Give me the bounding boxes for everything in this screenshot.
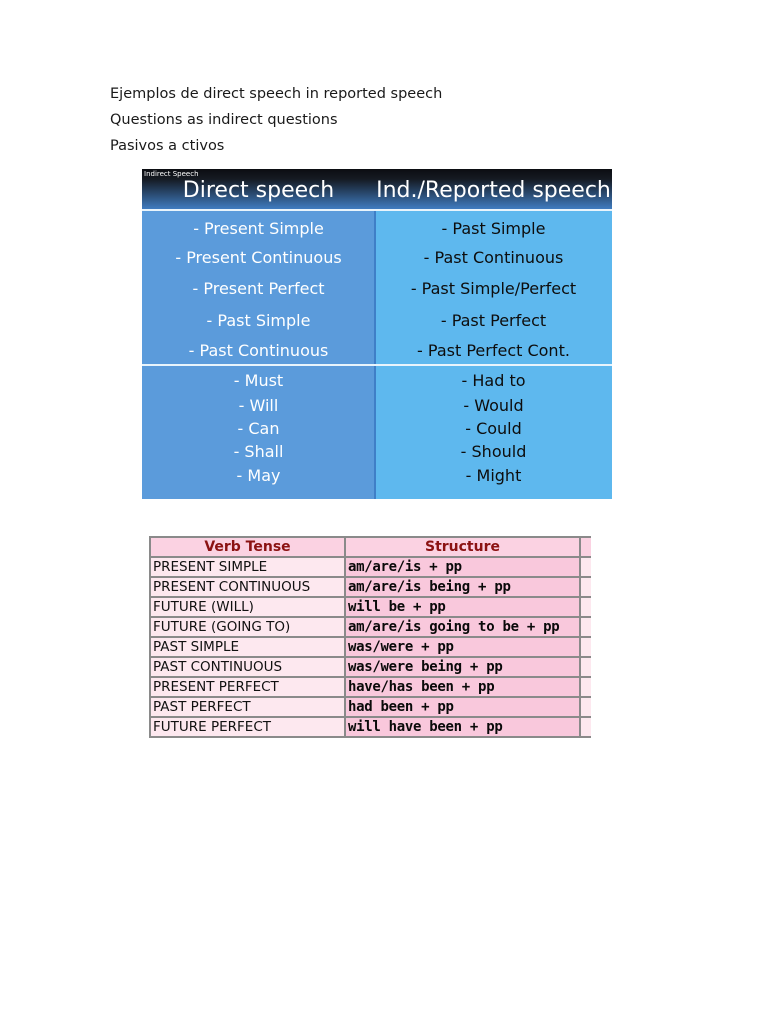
cropped-cell [580,617,591,637]
direct-modal-4: - Shall [233,442,284,461]
direct-tense-3: - Present Perfect [192,279,325,298]
table-row [150,717,591,737]
reported-tense-4: - Past Perfect [440,311,547,330]
direct-modal-1: - Must [233,371,284,390]
verb-tense-header: Verb Tense [150,537,345,557]
structure-cell: have/has been + pp [345,677,580,697]
reported-tense-1: - Past Simple [441,219,546,238]
cropped-header [580,537,591,557]
reported-modal-3: - Could [465,419,522,438]
reported-modal-2: - Would [463,396,524,415]
reported-tense-2: - Past Continuous [423,248,564,267]
document-line-3: Pasivos a ctivos [110,138,225,154]
structure-cell: am/are/is being + pp [345,577,580,597]
reported-modal-5: - Might [465,466,522,485]
document-line-2: Questions as indirect questions [110,112,338,128]
tense-cell: PAST SIMPLE [150,637,345,657]
direct-tense-4: - Past Simple [206,311,311,330]
document-line-1: Ejemplos de direct speech in reported speech [110,86,443,102]
tense-cell: PAST CONTINUOUS [150,657,345,677]
cropped-cell [580,717,591,737]
reported-tense-3: - Past Simple/Perfect [410,279,577,298]
cropped-cell [580,657,591,677]
tense-cell: FUTURE (GOING TO) [150,617,345,637]
structure-cell: had been + pp [345,697,580,717]
direct-modal-5: - May [236,466,281,485]
reported-speech-header: Ind./Reported speech [376,178,611,203]
cropped-cell [580,557,591,577]
header-divider [142,209,612,211]
table-row [150,637,591,657]
section-divider [142,364,612,366]
tense-cell: PAST PERFECT [150,697,345,717]
cropped-cell [580,697,591,717]
structure-cell: am/are/is + pp [345,557,580,577]
structure-cell: will be + pp [345,597,580,617]
structure-cell: was/were being + pp [345,657,580,677]
table-row [150,677,591,697]
direct-tense-1: - Present Simple [193,219,324,238]
direct-modal-3: - Can [237,419,280,438]
reported-modal-4: - Should [460,442,527,461]
table-row [150,697,591,717]
table-row [150,597,591,617]
verb-tense-table-image [149,536,591,758]
table-row [150,557,591,577]
tense-cell: FUTURE PERFECT [150,717,345,737]
structure-cell: will have been + pp [345,717,580,737]
direct-tense-2: - Present Continuous [175,248,342,267]
structure-cell: was/were + pp [345,637,580,657]
table-header-row [150,537,591,557]
tense-cell: PRESENT SIMPLE [150,557,345,577]
speech-caption: Indirect Speech [144,170,199,178]
table-row [150,577,591,597]
tense-cell: PRESENT CONTINUOUS [150,577,345,597]
cropped-cell [580,577,591,597]
direct-tense-5: - Past Continuous [188,341,329,360]
tense-cell: FUTURE (WILL) [150,597,345,617]
reported-tense-5: - Past Perfect Cont. [417,341,570,360]
structure-cell: am/are/is going to be + pp [345,617,580,637]
direct-modal-2: - Will [238,396,279,415]
verb-tense-table [149,536,591,738]
cropped-cell [580,597,591,617]
reported-modal-1: - Had to [461,371,526,390]
direct-speech-header: Direct speech [182,178,335,203]
indirect-speech-image [142,169,612,499]
table-row [150,617,591,637]
table-row [150,657,591,677]
structure-header: Structure [345,537,580,557]
cropped-cell [580,677,591,697]
cropped-cell [580,637,591,657]
tense-cell: PRESENT PERFECT [150,677,345,697]
